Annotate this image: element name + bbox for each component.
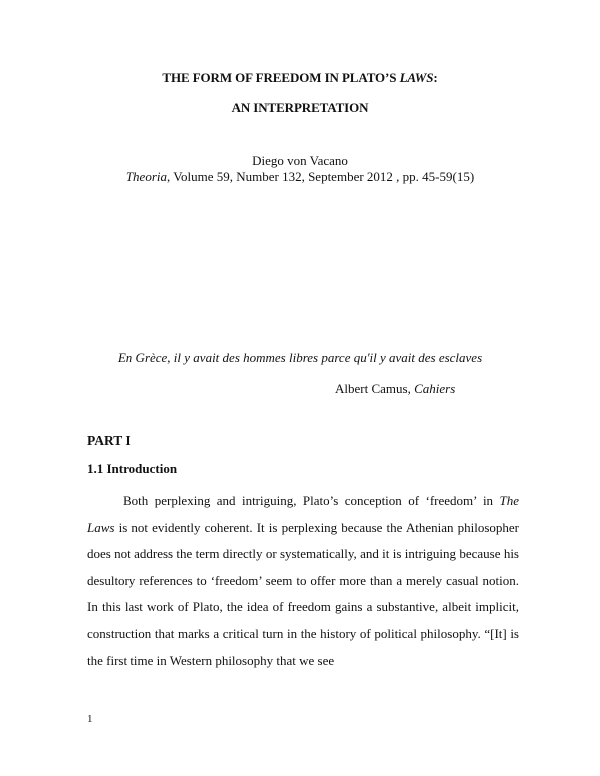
paragraph-part-a: Both perplexing and intriguing, Plato’s conception of ‘freedom’ in [123,493,500,508]
attribution-source: Cahiers [414,381,456,396]
paragraph-italic: The Laws [87,493,519,535]
title-line-2: AN INTERPRETATION [231,100,369,115]
author: Diego von Vacano [252,153,348,168]
epigraph-attribution [335,381,455,397]
attribution-author: Albert Camus, [335,381,415,396]
title-prefix: THE FORM OF FREEDOM IN PLATO’S [162,70,400,85]
citation-details: , Volume 59, Number 132, September 2012 , pp. 45-59(15) [167,169,475,184]
page-number: 1 [87,713,93,725]
body-paragraph [87,488,519,674]
section-heading: 1.1 Introduction [87,461,178,476]
paragraph-part-b: is not evidently coherent. It is perplexing because the Athenian philosopher does not address the term directly or systematically, and it is intriguing because his desultory references to ‘freedom’ seem to offer more than a merely casual notion. In this last work of Plato, the idea of freedom gains a substantive, albeit implicit, construction that marks a critical turn in the history of political philosophy. “[It] is the first time in Western philosophy that we see [87,519,519,668]
citation-journal: Theoria [125,169,167,184]
title-italic-laws: LAWS [399,70,434,85]
title-line-1 [0,70,600,86]
epigraph: En Grèce, il y avait des hommes libres parce qu'il y avait des esclaves [117,350,483,365]
part-heading: PART I [87,433,131,448]
title-colon: : [433,70,438,85]
citation [0,169,600,185]
